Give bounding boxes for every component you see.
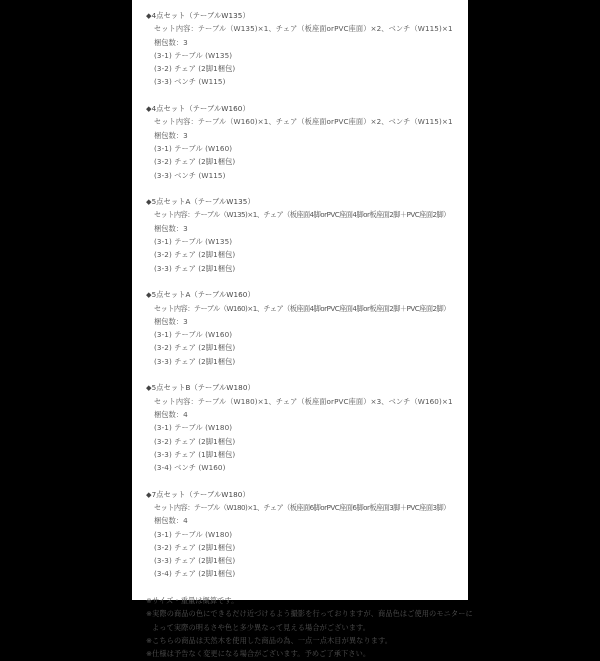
package-item: (3-3) チェア (2脚1梱包)	[154, 556, 236, 566]
package-item: (3-2) チェア (2脚1梱包)	[154, 436, 236, 446]
section-title: ◆5点セットB（テーブルW180）	[146, 383, 255, 393]
set-contents: セット内容：テーブル（W135)×1、チェア（板座面orPVC座面）×2、ベンチ（W115)×1	[154, 24, 453, 34]
package-count: 梱包数：3	[154, 37, 188, 47]
package-count: 梱包数：3	[154, 130, 188, 140]
package-count: 梱包数：3	[154, 316, 188, 326]
package-item: (3-3) ベンチ (W115)	[154, 77, 226, 87]
set-contents: セット内容：テーブル（W180)×1、チェア（板座面orPVC座面）×3、ベンチ（W160)×1	[154, 396, 453, 406]
package-item: (3-2) チェア (2脚1梱包)	[154, 64, 236, 74]
section-title: ◆4点セット（テーブルW135）	[146, 11, 250, 20]
note-line: ※実際の商品の色にできるだけ近づけるよう撮影を行っておりますが、商品色はご使用のモニターに	[146, 609, 473, 619]
document-page	[132, 0, 473, 659]
set-section-5pc-a-w160	[146, 288, 464, 368]
package-item: (3-3) チェア (1脚1梱包)	[154, 449, 236, 459]
content-area	[146, 9, 473, 661]
package-count: 梱包数：4	[154, 516, 188, 526]
set-contents: セット内容：テーブル（W180)×1、チェア（板座面6脚orPVC座面6脚or板座面3脚＋PVC座面3脚）	[154, 502, 450, 512]
package-item: (3-2) チェア (2脚1梱包)	[154, 157, 236, 167]
section-title: ◆5点セットA（テーブルW135）	[146, 197, 255, 207]
package-item: (3-3) チェア (2脚1梱包)	[154, 356, 236, 366]
package-item: (3-1) テーブル (W180)	[154, 423, 233, 433]
package-item: (3-1) テーブル (W160)	[154, 143, 233, 153]
package-item: (3-4) ベンチ (W160)	[154, 463, 226, 473]
set-section-5pc-b-w180	[146, 381, 464, 474]
set-contents: セット内容：テーブル（W160)×1、チェア（板座面4脚orPVC座面4脚or板座面2脚＋PVC座面2脚）	[154, 303, 450, 313]
package-item: (3-1) テーブル (W135)	[154, 237, 233, 247]
package-count: 梱包数：4	[154, 409, 188, 419]
note-line: ※仕様は予告なく変更になる場合がございます。予めご了承下さい。	[146, 649, 371, 659]
set-contents: セット内容：テーブル（W135)×1、チェア（板座面4脚orPVC座面4脚or板座面2脚＋PVC座面2脚）	[154, 210, 450, 220]
package-item: (3-1) テーブル (W135)	[154, 50, 233, 60]
set-contents: セット内容：テーブル（W160)×1、チェア（板座面orPVC座面）×2、ベンチ（W115)×1	[154, 117, 453, 127]
package-item: (3-2) チェア (2脚1梱包)	[154, 542, 236, 552]
set-section-4pc-w135	[146, 9, 464, 89]
package-item: (3-3) チェア (2脚1梱包)	[154, 263, 236, 273]
set-section-7pc-w180	[146, 488, 464, 581]
section-title: ◆7点セット（テーブルW180）	[146, 489, 250, 499]
note-line: ※サイズ・重量は概算です。	[146, 596, 239, 606]
package-count: 梱包数：3	[154, 223, 188, 233]
package-item: (3-1) テーブル (W180)	[154, 529, 233, 539]
package-item: (3-1) テーブル (W160)	[154, 330, 233, 340]
package-item: (3-2) チェア (2脚1梱包)	[154, 343, 236, 353]
set-section-4pc-w160	[146, 102, 464, 182]
package-item: (3-4) チェア (2脚1梱包)	[154, 569, 236, 579]
package-item: (3-2) チェア (2脚1梱包)	[154, 250, 236, 260]
package-item: (3-3) ベンチ (W115)	[154, 170, 226, 180]
section-title: ◆5点セットA（テーブルW160）	[146, 290, 255, 300]
set-section-5pc-a-w135	[146, 195, 464, 275]
note-line: ※こちらの商品は天然木を使用した商品の為、一点一点木目が異なります。	[146, 635, 393, 645]
notes-block	[146, 594, 473, 660]
note-line: よって実際の明るさや色と多少異なって見える場合がございます。	[152, 622, 371, 632]
section-title: ◆4点セット（テーブルW160）	[146, 104, 250, 114]
